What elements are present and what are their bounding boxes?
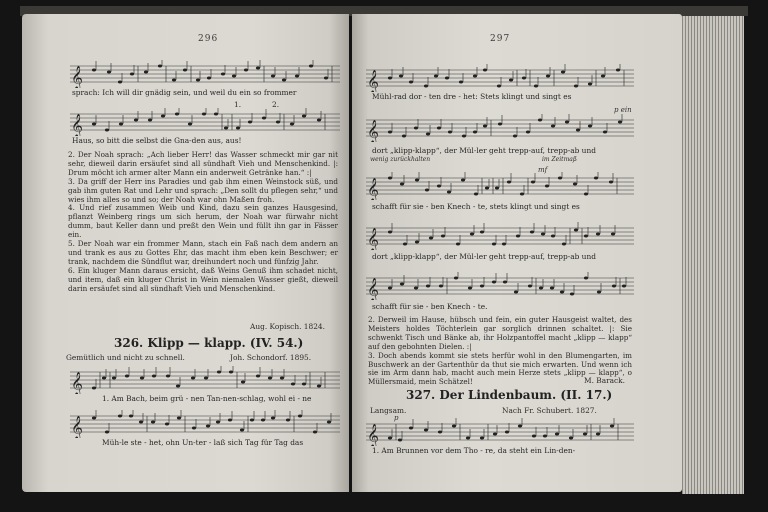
page-edges <box>682 16 744 494</box>
lyric-line: schafft für sie - ben Knech - te, stets klingt und singt es <box>372 202 580 211</box>
verse: 5. Der Noah war ein frommer Mann, stach ein Faß nach dem andern an und trank es aus zu Gottes Ehr, das macht ihm eben kein Beschwer; er trank, nachdem die Sündflut war, dreihundert noch und fünfzig Jahr. <box>68 239 338 266</box>
volta-two: 2. <box>272 100 280 109</box>
svg-text:𝄞: 𝄞 <box>367 119 379 142</box>
lyric-line: schafft für sie - ben Knech - te. <box>372 302 488 311</box>
music-staff <box>366 222 634 250</box>
svg-text:𝄞: 𝄞 <box>367 277 379 300</box>
lyric-line: dort „klipp-klapp“, der Mül-ler geht trepp-auf, trepp-ab und <box>372 252 596 261</box>
verse: 3. Doch abends kommt sie stets herfür wohl in den Blumengarten, im Buschwerk an der Gartenthür da thut sie mich erwarten. Und wenn ich sie im Arm dann hab, macht auch mein Herze stets „klipp — klapp“, o Müllersmaid, mein Schätzel! <box>368 350 632 387</box>
staff-lines-graphic <box>70 60 340 88</box>
dynamic-marking: p ein <box>614 106 632 114</box>
author-credit: M. Barack. <box>584 376 626 385</box>
author-credit: Aug. Kopisch. 1824. <box>250 322 325 331</box>
staff-lines-graphic <box>366 222 634 250</box>
lyric-line: dort „klipp-klapp“, der Mül-ler geht trepp-auf, trepp-ab und <box>372 146 596 155</box>
staff-lines-graphic <box>366 418 634 446</box>
page-number: 297 <box>490 34 511 44</box>
right-page <box>352 14 682 492</box>
performance-note: im Zeitmaß <box>542 156 577 163</box>
verses-block <box>68 151 338 294</box>
tempo-marking: Langsam. <box>370 406 407 415</box>
page-number: 296 <box>198 34 219 44</box>
verse: 2. Der Noah sprach: „Ach lieber Herr! das Wasser schmeckt mir gar nit sehr, dieweil darin ersäufet sind all sündhaft Vieh und Menschenkind. |: Drum möcht ich armer alter Mann ein anderweit Getränke han.“ :| <box>68 150 338 177</box>
music-staff <box>366 418 634 446</box>
composer-credit: Nach Fr. Schubert. 1827. <box>502 406 597 415</box>
music-staff <box>366 64 634 92</box>
composer-credit: Joh. Schondorf. 1895. <box>230 353 312 362</box>
svg-text:𝄞: 𝄞 <box>71 113 83 136</box>
svg-text:𝄞: 𝄞 <box>367 69 379 92</box>
dynamic-marking: mf <box>538 166 548 174</box>
staff-lines-graphic <box>70 410 340 438</box>
svg-text:𝄞: 𝄞 <box>71 65 83 88</box>
lyric-line: Mühl-rad dor - ten dre - het: Stets klingt und singt es <box>372 92 572 101</box>
left-page <box>22 14 349 492</box>
music-staff <box>70 366 340 394</box>
music-staff <box>366 272 634 300</box>
verse: 6. Ein kluger Mann daraus ersicht, daß Weins Genuß ihm schadet nicht, und item, daß ein kluger Christ in Wein niemalen Wasser gießt, dieweil darin ersäufet sind all sündhaft Vieh und Menschenkind. <box>68 265 338 293</box>
music-staff <box>70 108 340 136</box>
lyric-line: sprach: Ich will dir gnädig sein, und weil du ein so frommer <box>72 88 297 97</box>
staff-lines-graphic <box>366 272 634 300</box>
staff-lines-graphic <box>70 108 340 136</box>
lyric-line: Müh-le ste - het, ohn Un-ter - laß sich Tag für Tag das <box>102 438 304 447</box>
tempo-marking: Gemütlich und nicht zu schnell. <box>66 353 185 362</box>
volta-one: 1. <box>234 100 242 109</box>
music-staff <box>70 410 340 438</box>
performance-note: wenig zurückhalten <box>370 156 431 163</box>
dynamic-marking: p <box>394 414 399 422</box>
lyric-line: Haus, so bitt die selbst die Gna-den aus, aus! <box>72 136 242 145</box>
svg-text:𝄞: 𝄞 <box>71 371 83 394</box>
staff-lines-graphic <box>70 366 340 394</box>
staff-lines-graphic <box>366 64 634 92</box>
svg-text:𝄞: 𝄞 <box>367 227 379 250</box>
music-staff <box>366 114 634 142</box>
staff-lines-graphic <box>366 172 634 200</box>
music-staff <box>366 172 634 200</box>
verse: 4. Und rief zusammen Weib und Kind, dazu sein ganzes Hausgesind, pflanzt Weinberg rings um sich herum, der Noah war fürwahr nicht dumm, baut Keller dann und preßt den Wein und füllt ihn gar in Fässer ein. <box>68 203 338 240</box>
song-title: 327. Der Lindenbaum. (II. 17.) <box>406 388 613 402</box>
lyric-line: 1. Am Bach, beim grü - nen Tan-nen-schlag, wohl ei - ne <box>102 394 312 403</box>
svg-text:𝄞: 𝄞 <box>367 177 379 200</box>
svg-text:𝄞: 𝄞 <box>367 423 379 446</box>
staff-lines-graphic <box>366 114 634 142</box>
verse: 2. Derweil im Hause, hübsch und fein, ein guter Hausgeist waltet, des Meisters holdes Töchterlein gar sorglich drinnen schaltet. |: Sie schwenkt Tisch und Bänke ab, ihr Holzpantoffel macht „klipp — klapp“ auf den gebohnten Dielen. :| <box>368 315 632 351</box>
svg-text:𝄞: 𝄞 <box>71 415 83 438</box>
song-title: 326. Klipp — klapp. (IV. 54.) <box>114 336 304 350</box>
lyric-line: 1. Am Brunnen vor dem Tho - re, da steht ein Lin-den- <box>372 446 576 455</box>
music-staff <box>70 60 340 88</box>
verse: 3. Da griff der Herr ins Paradies und gab ihm einen Weinstock süß, und gab ihm guten Rat und Lehr und sprach: „Den sollt du pflegen sehr,“ und wies ihm alles so und so; der Noah war ohn Maßen froh. <box>68 176 338 204</box>
